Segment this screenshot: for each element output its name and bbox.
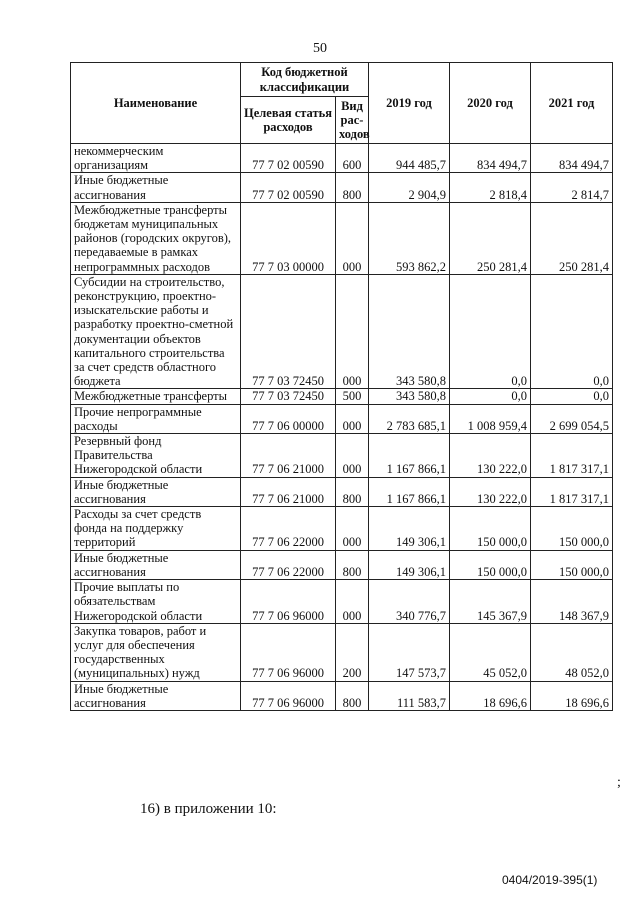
cell-target-code: 77 7 06 96000 — [241, 623, 336, 681]
cell-name: Межбюджетные трансферты — [71, 389, 241, 404]
cell-expense-type: 000 — [336, 434, 369, 478]
cell-target-code: 77 7 06 22000 — [241, 507, 336, 551]
cell-2020: 45 052,0 — [450, 623, 531, 681]
table-row — [71, 681, 613, 710]
cell-2020: 1 008 959,4 — [450, 404, 531, 433]
cell-2020: 834 494,7 — [450, 144, 531, 173]
header-target-article: Целевая статья расходов — [241, 97, 336, 144]
cell-2020: 250 281,4 — [450, 202, 531, 274]
cell-2019: 343 580,8 — [369, 274, 450, 389]
cell-2021: 1 817 317,1 — [531, 477, 613, 506]
budget-table — [70, 62, 613, 711]
header-2019: 2019 год — [369, 63, 450, 144]
cell-target-code: 77 7 06 22000 — [241, 550, 336, 579]
cell-2019: 2 904,9 — [369, 173, 450, 202]
document-code: 0404/2019-395(1) — [502, 873, 598, 887]
cell-name: Закупка товаров, работ и услуг для обеспечения государственных (муниципальных) нужд — [71, 623, 241, 681]
cell-target-code: 77 7 03 72450 — [241, 274, 336, 389]
cell-target-code: 77 7 03 72450 — [241, 389, 336, 404]
cell-2020: 18 696,6 — [450, 681, 531, 710]
cell-2019: 593 862,2 — [369, 202, 450, 274]
cell-2021: 148 367,9 — [531, 580, 613, 624]
cell-expense-type: 000 — [336, 404, 369, 433]
cell-name: Иные бюджетные ассигнования — [71, 477, 241, 506]
table-row — [71, 434, 613, 478]
table-row — [71, 477, 613, 506]
cell-2021: 1 817 317,1 — [531, 434, 613, 478]
cell-target-code: 77 7 02 00590 — [241, 173, 336, 202]
cell-2020: 0,0 — [450, 389, 531, 404]
cell-expense-type: 600 — [336, 144, 369, 173]
table-row — [71, 202, 613, 274]
table-row — [71, 580, 613, 624]
cell-expense-type: 000 — [336, 274, 369, 389]
cell-2020: 130 222,0 — [450, 434, 531, 478]
cell-2021: 48 052,0 — [531, 623, 613, 681]
cell-name: Иные бюджетные ассигнования — [71, 550, 241, 579]
cell-name: Резервный фонд Правительства Нижегородской области — [71, 434, 241, 478]
cell-name: Расходы за счет средств фонда на поддержку территорий — [71, 507, 241, 551]
cell-2021: 250 281,4 — [531, 202, 613, 274]
cell-name: некоммерческим организациям — [71, 144, 241, 173]
cell-expense-type: 800 — [336, 173, 369, 202]
cell-expense-type: 800 — [336, 477, 369, 506]
header-2020: 2020 год — [450, 63, 531, 144]
cell-2020: 145 367,9 — [450, 580, 531, 624]
table-row — [71, 623, 613, 681]
cell-2020: 0,0 — [450, 274, 531, 389]
cell-name: Иные бюджетные ассигнования — [71, 681, 241, 710]
cell-2021: 18 696,6 — [531, 681, 613, 710]
trailing-semicolon: ; — [617, 775, 621, 790]
cell-target-code: 77 7 02 00590 — [241, 144, 336, 173]
cell-target-code: 77 7 06 96000 — [241, 580, 336, 624]
cell-2021: 0,0 — [531, 274, 613, 389]
cell-2019: 1 167 866,1 — [369, 434, 450, 478]
header-classification: Код бюджетной классификации — [241, 63, 369, 97]
cell-2019: 340 776,7 — [369, 580, 450, 624]
cell-expense-type: 500 — [336, 389, 369, 404]
header-name: Наименование — [71, 63, 241, 144]
cell-target-code: 77 7 06 21000 — [241, 434, 336, 478]
cell-name: Иные бюджетные ассигнования — [71, 173, 241, 202]
cell-2019: 944 485,7 — [369, 144, 450, 173]
cell-2019: 343 580,8 — [369, 389, 450, 404]
table-row — [71, 550, 613, 579]
table-row — [71, 389, 613, 404]
cell-target-code: 77 7 03 00000 — [241, 202, 336, 274]
cell-2021: 2 699 054,5 — [531, 404, 613, 433]
item-heading: 16) в приложении 10: — [140, 801, 277, 817]
cell-2021: 150 000,0 — [531, 507, 613, 551]
table-row — [71, 144, 613, 173]
cell-expense-type: 000 — [336, 580, 369, 624]
cell-name: Межбюджетные трансферты бюджетам муниципальных районов (городских округов), передаваемые в рамках непрограммных расходов — [71, 202, 241, 274]
cell-target-code: 77 7 06 00000 — [241, 404, 336, 433]
cell-2019: 2 783 685,1 — [369, 404, 450, 433]
cell-2020: 150 000,0 — [450, 550, 531, 579]
cell-2019: 149 306,1 — [369, 507, 450, 551]
header-2021: 2021 год — [531, 63, 613, 144]
cell-expense-type: 000 — [336, 202, 369, 274]
cell-2021: 834 494,7 — [531, 144, 613, 173]
cell-2020: 2 818,4 — [450, 173, 531, 202]
cell-expense-type: 200 — [336, 623, 369, 681]
cell-2019: 147 573,7 — [369, 623, 450, 681]
cell-name: Субсидии на строительство, реконструкцию, проектно-изыскательские работы и разработку проектно-сметной документации объектов капитального строительства за счет средств областного бюджета — [71, 274, 241, 389]
page-number: 50 — [313, 41, 327, 56]
header-expense-type: Вид рас-ходов — [336, 97, 369, 144]
table-row — [71, 404, 613, 433]
cell-expense-type: 000 — [336, 507, 369, 551]
cell-2019: 149 306,1 — [369, 550, 450, 579]
cell-expense-type: 800 — [336, 550, 369, 579]
cell-expense-type: 800 — [336, 681, 369, 710]
cell-2019: 1 167 866,1 — [369, 477, 450, 506]
cell-2020: 150 000,0 — [450, 507, 531, 551]
table-row — [71, 274, 613, 389]
table-row — [71, 507, 613, 551]
cell-2021: 150 000,0 — [531, 550, 613, 579]
cell-2021: 0,0 — [531, 389, 613, 404]
cell-target-code: 77 7 06 96000 — [241, 681, 336, 710]
cell-2020: 130 222,0 — [450, 477, 531, 506]
cell-target-code: 77 7 06 21000 — [241, 477, 336, 506]
table-row — [71, 173, 613, 202]
cell-name: Прочие выплаты по обязательствам Нижегородской области — [71, 580, 241, 624]
table-body — [71, 144, 613, 711]
cell-2021: 2 814,7 — [531, 173, 613, 202]
cell-name: Прочие непрограммные расходы — [71, 404, 241, 433]
cell-2019: 111 583,7 — [369, 681, 450, 710]
